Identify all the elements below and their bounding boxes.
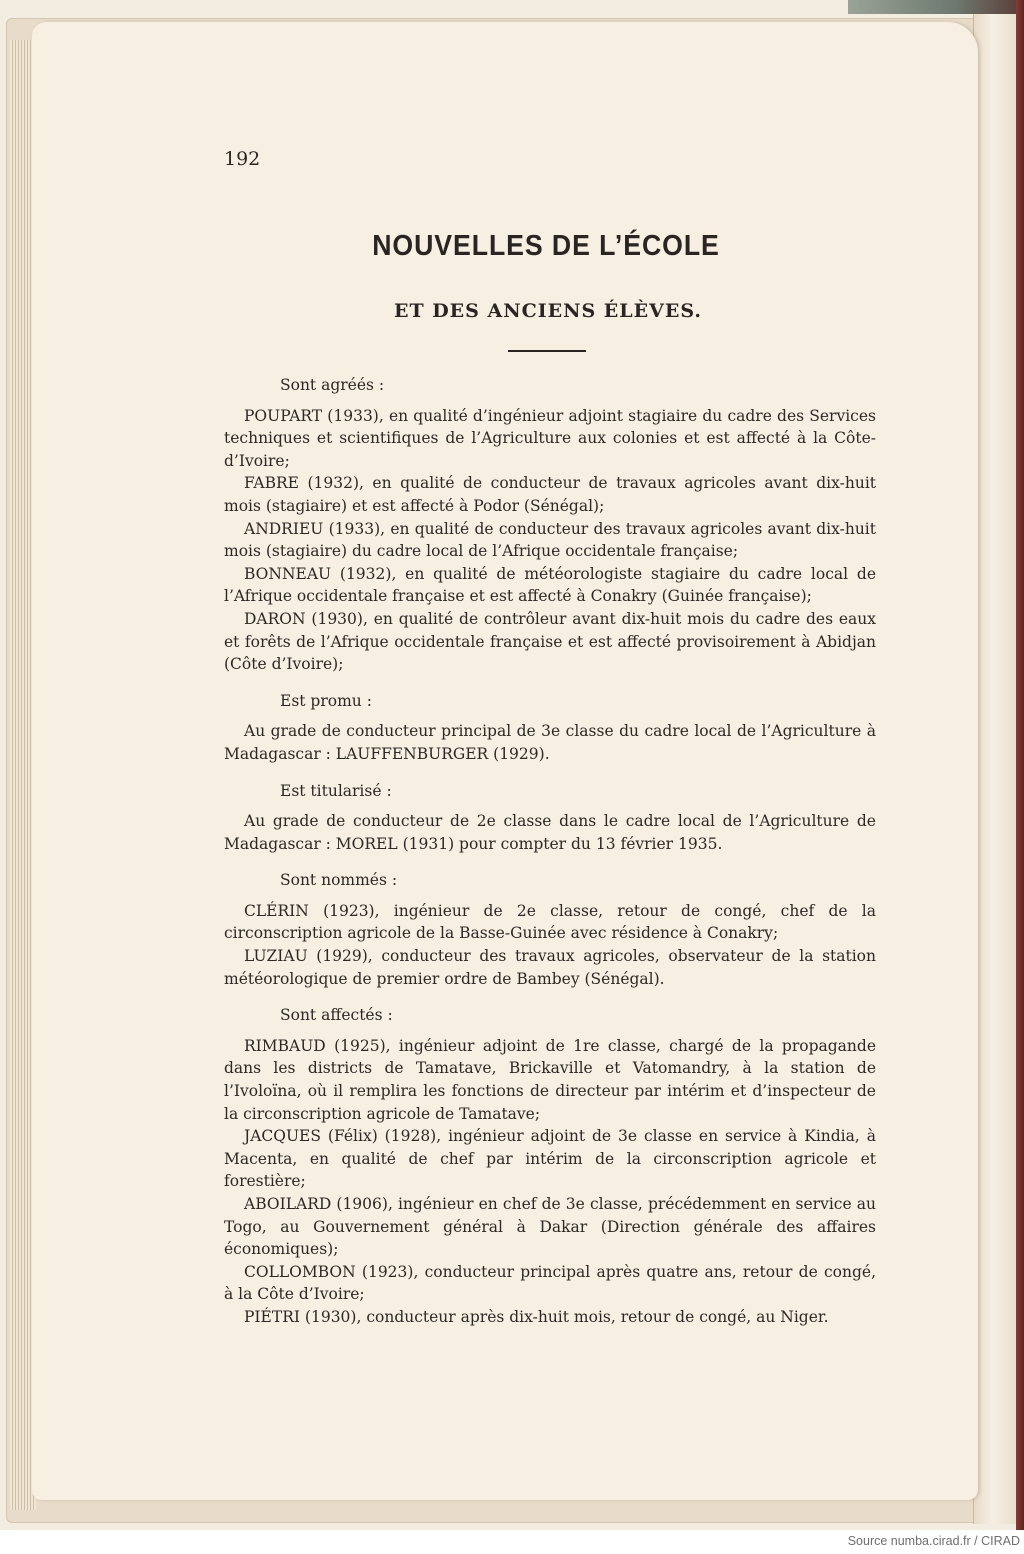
source-credit: Source numba.cirad.fr / CIRAD (847, 1534, 1020, 1548)
section-heading: Est titularisé : (280, 781, 392, 800)
paragraph: ANDRIEU (1933), en qualité de conducteur des travaux agricoles avant dix-huit mois (stagiaire) du cadre local de l’Afrique occidentale française; (224, 519, 876, 561)
section-heading: Sont affectés : (280, 1006, 393, 1025)
article-body (224, 366, 876, 1329)
paragraph: POUPART (1933), en qualité d’ingénieur adjoint stagiaire du cadre des Services techniques et scientifiques de l’Agriculture aux colonies et est affecté à la Côte-d’Ivoire; (224, 406, 876, 470)
paragraph: LUZIAU (1929), conducteur des travaux agricoles, observateur de la station météorologique de premier ordre de Bambey (Sénégal). (224, 947, 876, 988)
paragraph: CLÉRIN (1923), ingénieur de 2e classe, retour de congé, chef de la circonscription agricole de la Basse-Guinée avec résidence à Conakry; (224, 901, 876, 943)
paragraph: Au grade de conducteur principal de 3e classe du cadre local de l’Agriculture à Madagascar : LAUFFENBURGER (1929). (224, 722, 876, 763)
book-cover-edge (848, 0, 1024, 14)
paragraph: DARON (1930), en qualité de contrôleur avant dix-huit mois du cadre des eaux et forêts de l’Afrique occidentale française et est affecté provisoirement à Abidjan (Côte d’Ivoire); (224, 609, 876, 674)
page-number: 192 (224, 148, 261, 170)
title-rule (508, 350, 586, 352)
section-heading: Sont agréés : (280, 376, 385, 394)
paragraph: JACQUES (Félix) (1928), ingénieur adjoint de 3e classe en service à Kindia, à Macenta, en qualité de chef par intérim de la circonscription agricole et forestière; (224, 1127, 876, 1191)
paragraph: Au grade de conducteur de 2e classe dans le cadre local de l’Agriculture de Madagascar : MOREL (1931) pour compter du 13 février 1935. (224, 812, 876, 853)
page-subtitle: ET DES ANCIENS ÉLÈVES. (393, 300, 703, 322)
paragraph: ABOILARD (1906), ingénieur en chef de 3e classe, précédemment en service au Togo, au Gouvernement général à Dakar (Direction générale des affaires économiques); (224, 1195, 876, 1259)
section-heading: Sont nommés : (280, 871, 398, 890)
paragraph: FABRE (1932), en qualité de conducteur de travaux agricoles avant dix-huit mois (stagiaire) et est affecté à Podor (Sénégal); (224, 474, 876, 515)
paragraph: BONNEAU (1932), en qualité de météorologiste stagiaire du cadre local de l’Afrique occidentale française et est affecté à Conakry (Guinée française); (224, 564, 876, 606)
paragraph: RIMBAUD (1925), ingénieur adjoint de 1re classe, chargé de la propagande dans les districts de Tamatave, Brickaville et Vatomandry, à la station de l’Ivoloïna, où il remplira les fonctions de directeur par intérim et d’inspecteur de la circonscription agricole de Tamatave; (224, 1036, 876, 1123)
section-heading: Est promu : (280, 691, 372, 710)
paragraph: COLLOMBON (1923), conducteur principal après quatre ans, retour de congé, à la Côte d’Ivoire; (224, 1262, 876, 1304)
paragraph: PIÉTRI (1930), conducteur après dix-huit mois, retour de congé, au Niger. (244, 1307, 829, 1326)
page-title: NOUVELLES DE L’ÉCOLE (372, 230, 720, 262)
